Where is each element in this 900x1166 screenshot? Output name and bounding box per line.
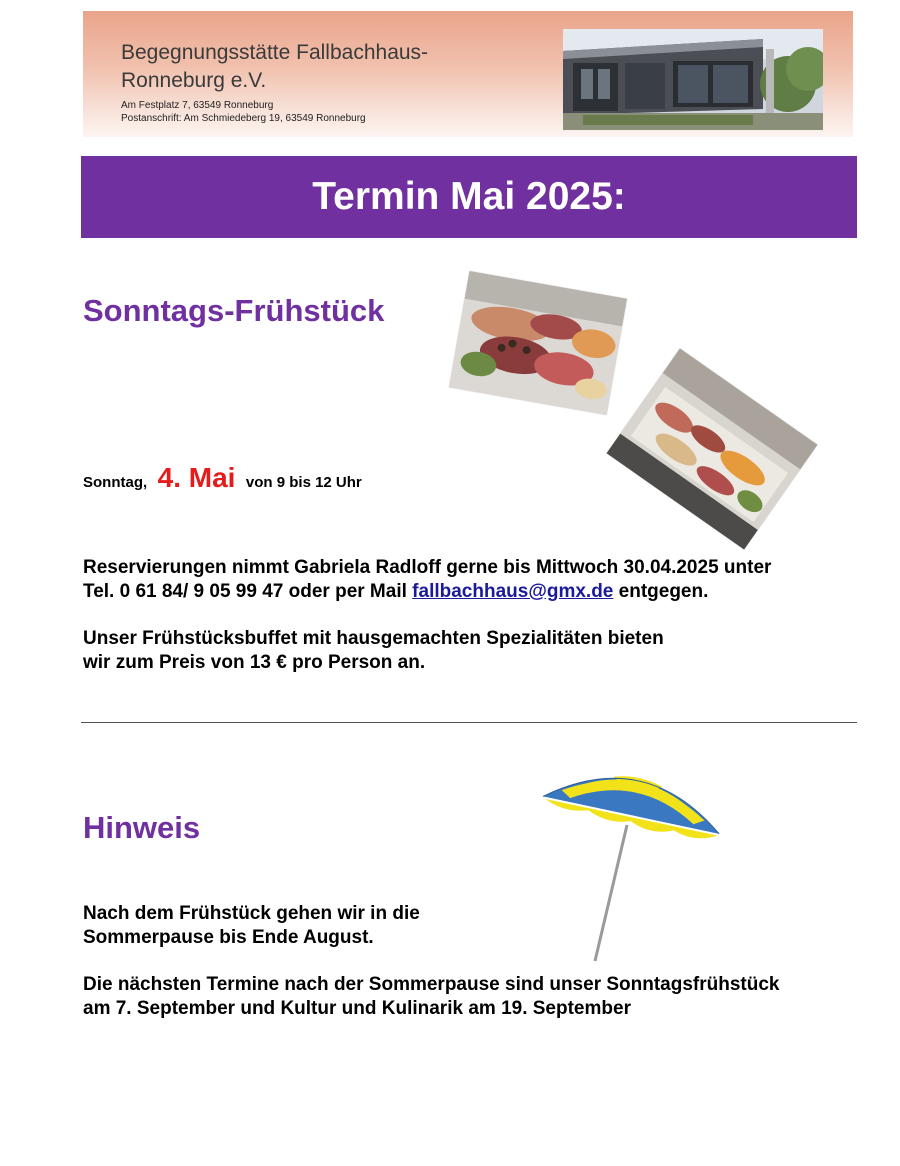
event-time: von 9 bis 12 Uhr bbox=[245, 474, 362, 491]
reservation-suffix: entgegen. bbox=[618, 581, 709, 602]
reservation-line-2 bbox=[83, 580, 708, 604]
section-divider bbox=[81, 722, 857, 723]
event-date-line bbox=[83, 462, 362, 494]
postal-address-line: Postanschrift: Am Schmiedeberg 19, 63549 Ronneburg bbox=[121, 113, 366, 124]
date-prefix: Sonntag, bbox=[83, 474, 148, 491]
section-heading-hinweis: Hinweis bbox=[83, 810, 201, 845]
building-photo bbox=[563, 29, 823, 130]
org-name-line2: Ronneburg e.V. bbox=[121, 69, 267, 92]
note-line-2: Sommerpause bis Ende August. bbox=[83, 927, 374, 948]
next-dates-line-2: am 7. September und Kultur und Kulinarik am 19. September bbox=[83, 998, 631, 1019]
note-line-1: Nach dem Frühstück gehen wir in die bbox=[83, 903, 420, 924]
header-banner bbox=[83, 11, 853, 137]
event-date: 4. Mai bbox=[157, 462, 236, 493]
title-bar bbox=[81, 156, 857, 238]
buffet-photo-2 bbox=[606, 348, 817, 549]
address-line: Am Festplatz 7, 63549 Ronneburg bbox=[121, 100, 274, 111]
phone-text: Tel. 0 61 84/ 9 05 99 47 oder per Mail bbox=[83, 581, 407, 602]
price-line-2: wir zum Preis von 13 € pro Person an. bbox=[83, 652, 426, 673]
reservation-line-1: Reservierungen nimmt Gabriela Radloff gerne bis Mittwoch 30.04.2025 unter bbox=[83, 557, 772, 578]
buffet-photo-1 bbox=[449, 271, 627, 415]
org-name-line1: Begegnungsstätte Fallbachhaus- bbox=[121, 41, 429, 64]
email-link[interactable]: fallbachhaus@gmx.de bbox=[412, 581, 614, 602]
page-title: Termin Mai 2025: bbox=[312, 175, 626, 218]
next-dates-line-1: Die nächsten Termine nach der Sommerpause sind unser Sonntagsfrühstück bbox=[83, 974, 780, 995]
section-heading-fruehstueck: Sonntags-Frühstück bbox=[83, 293, 385, 328]
price-line-1: Unser Frühstücksbuffet mit hausgemachten Spezialitäten bieten bbox=[83, 628, 664, 649]
beach-umbrella-icon bbox=[535, 765, 725, 965]
